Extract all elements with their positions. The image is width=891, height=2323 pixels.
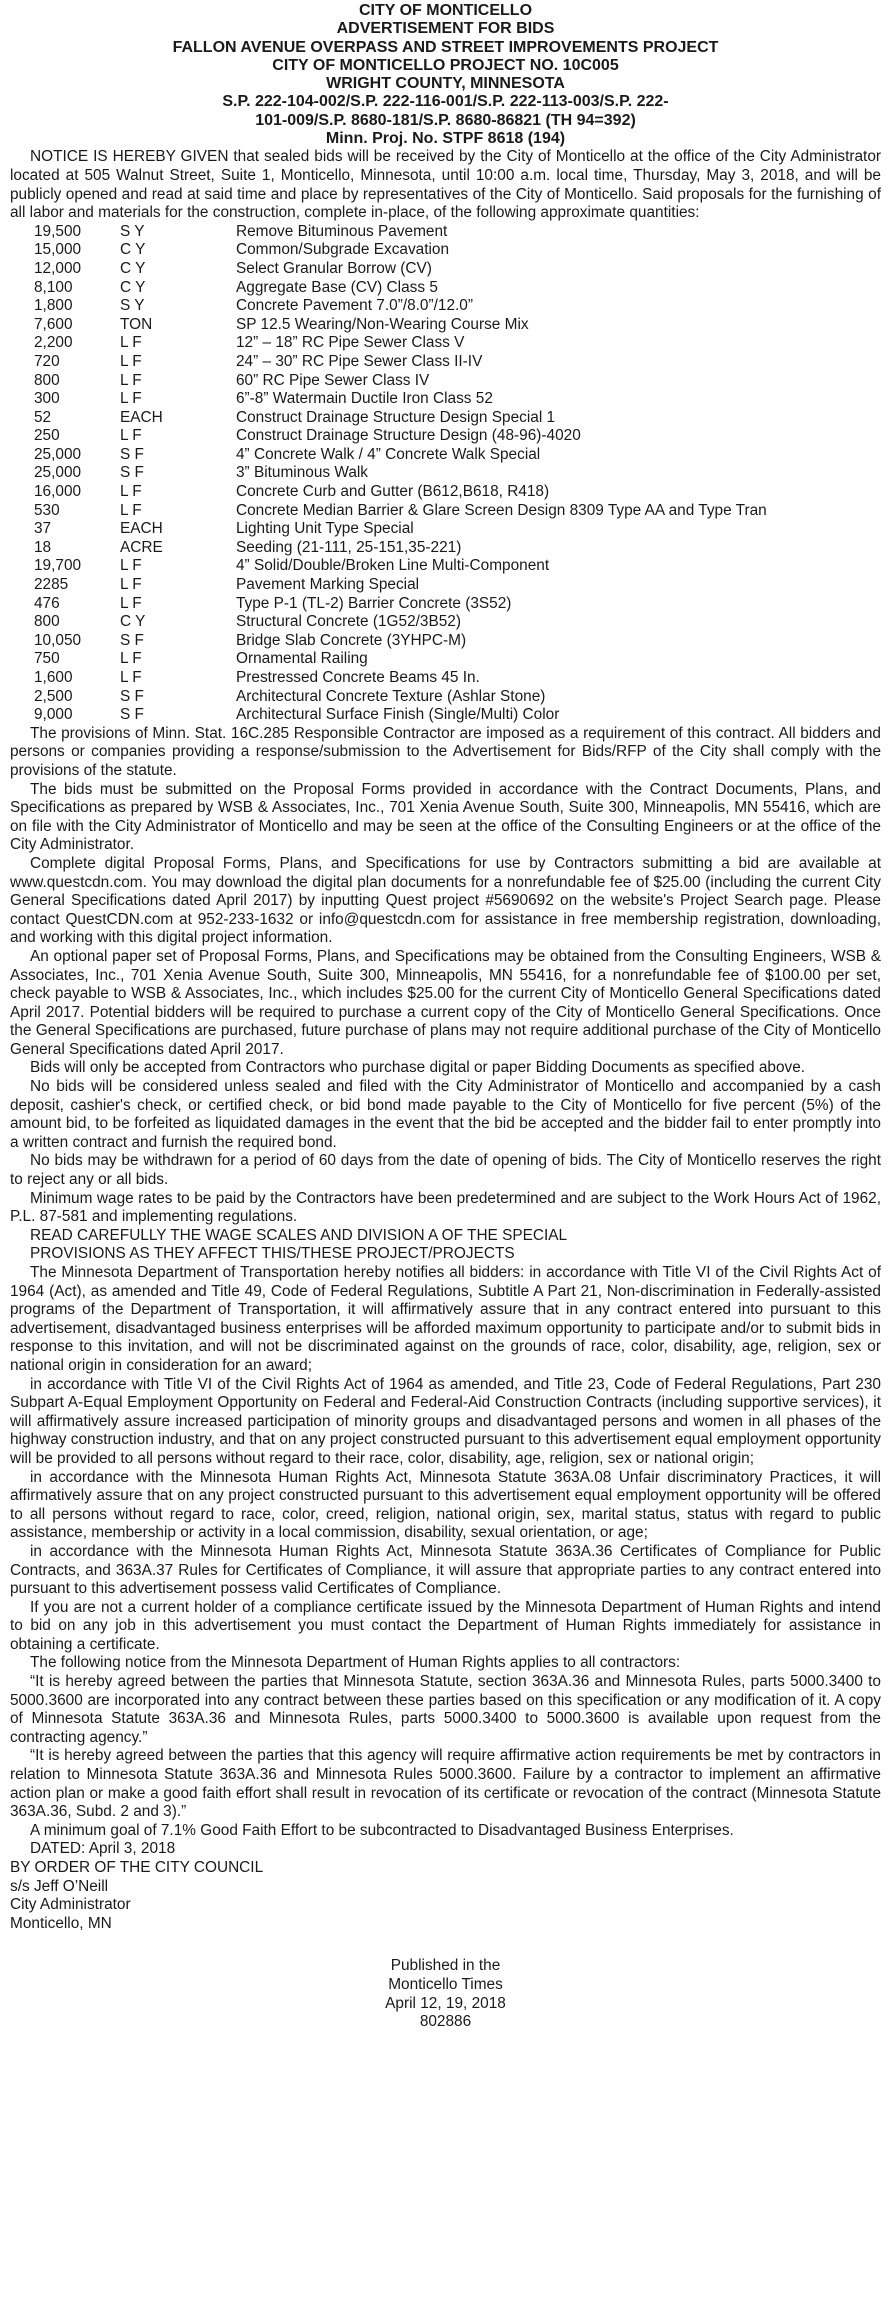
header-minn-proj: Minn. Proj. No. STPF 8618 (194)	[325, 130, 566, 148]
quantity-description: 4” Solid/Double/Broken Line Multi-Component	[236, 557, 550, 575]
quantity-value: 16,000	[34, 483, 82, 501]
quantity-description: Ornamental Railing	[236, 650, 368, 668]
signature-name: s/s Jeff O’Neill	[10, 1877, 109, 1895]
body-paragraph: “It is hereby agreed between the parties that Minnesota Statute, section 363A.36 and Minnesota Rules, parts 5000.3400 to 5000.3600 are incorporated into any contract between these parties based on this specification or any modification of it. A copy of Minnesota Statute 363A.36 and Minnesota Rules, parts 5000.3400 to 5000.3600 is available upon request from the contracting agency.”	[10, 1673, 881, 1746]
quantity-description: Prestressed Concrete Beams 45 In.	[236, 669, 480, 686]
quantity-description: Construct Drainage Structure Design (48-96)-4020	[236, 427, 581, 445]
quantity-unit: L F	[120, 334, 142, 352]
quantity-description: Aggregate Base (CV) Class 5	[236, 278, 438, 296]
quantity-description: Seeding (21-111, 25-151,35-221)	[236, 538, 462, 556]
quantity-unit: L F	[120, 594, 142, 612]
signature-place: Monticello, MN	[10, 1914, 112, 1932]
quantity-unit: EACH	[120, 408, 163, 426]
quantity-value: 300	[34, 390, 60, 408]
quantity-row	[10, 557, 767, 576]
quantity-description: Construct Drainage Structure Design Special 1	[236, 408, 556, 426]
quantity-unit: S Y	[120, 297, 145, 315]
quantity-unit: S F	[120, 464, 144, 482]
paragraphs-group-2	[10, 1264, 881, 1840]
body-paragraph: The Minnesota Department of Transportation hereby notifies all bidders: in accordance with Title VI of the Civil Rights Act of 1964 (Act), as amended and Title 49, Code of Federal Regulations, Subtitle A Part 21, Non-discrimination in Federally-assisted programs of the Department of Transportation, it will affirmatively assure that in any contract entered into pursuant to this advertisement, disadvantaged business enterprises will be afforded maximum opportunity to participate and/or to submit bids in response to this invitation, and will not be discriminated against on the grounds of race, color, disability, age, religion, sex or national origin in consideration for an award;	[10, 1264, 881, 1374]
quantity-unit: C Y	[120, 613, 146, 631]
quantity-value: 800	[34, 371, 60, 389]
footer-dates: April 12, 19, 2018	[385, 1994, 506, 2012]
footer-published: Published in the	[390, 1957, 501, 1975]
quantity-row	[10, 241, 767, 260]
signature-dated: DATED: April 3, 2018	[30, 1840, 176, 1858]
quantity-row	[10, 650, 767, 669]
quantity-row	[10, 279, 767, 298]
quantity-value: 9,000	[34, 706, 73, 724]
quantity-value: 25,000	[34, 445, 82, 463]
quantity-row	[10, 464, 767, 483]
quantity-row	[10, 539, 767, 558]
body-paragraph: No bids will be considered unless sealed and filed with the City Administrator of Monticello and accompanied by a cash deposit, cashier's check, or certified check, or bid bond made payable to the City of Monticello for five percent (5%) of the amount bid, to be forfeited as liquidated damages in the event that the bid be accepted and the bidder fail to enter promptly into a written contract and furnish the required bond.	[10, 1078, 881, 1151]
header-sp-numbers-2: 101-009/S.P. 8680-181/S.P. 8680-86821 (TH 94=392)	[255, 111, 636, 129]
quantity-description: Remove Bituminous Pavement	[236, 222, 448, 240]
quantity-description: Pavement Marking Special	[236, 576, 420, 594]
header-county: WRIGHT COUNTY, MINNESOTA	[326, 75, 565, 93]
quantities-table	[10, 223, 767, 725]
quantity-unit: C Y	[120, 241, 146, 259]
quantity-unit: L F	[120, 352, 142, 370]
publication-footer	[10, 1957, 881, 2031]
quantity-description: 12” – 18” RC Pipe Sewer Class V	[236, 334, 465, 352]
quantity-value: 720	[34, 352, 60, 370]
quantity-description: 4” Concrete Walk / 4” Concrete Walk Special	[236, 445, 541, 463]
quantity-row	[10, 260, 767, 279]
quantity-row	[10, 409, 767, 428]
quantity-description: Concrete Pavement 7.0”/8.0”/12.0”	[236, 297, 473, 315]
quantity-unit: S Y	[120, 222, 145, 240]
quantity-value: 2,500	[34, 687, 73, 705]
quantity-value: 52	[34, 408, 52, 426]
quantity-description: Concrete Curb and Gutter (B612,B618, R418)	[236, 483, 550, 501]
quantity-row	[10, 520, 767, 539]
body-paragraph: If you are not a current holder of a compliance certificate issued by the Minnesota Department of Human Rights and intend to bid on any job in this advertisement you must contact the Department of Human Rights immediately for assistance in obtaining a certificate.	[10, 1598, 881, 1653]
quantity-description: Common/Subgrade Excavation	[236, 241, 450, 259]
quantity-value: 12,000	[34, 259, 82, 277]
body-paragraph: An optional paper set of Proposal Forms, Plans, and Specifications may be obtained from the Consulting Engineers, WSB & Associates, Inc., 701 Xenia Avenue South, Suite 300, Minneapolis, MN 55416, for a nonrefundable fee of $100.00 per set, check payable to WSB & Associates, Inc., which includes $25.00 for the current City of Monticello General Specifications dated April 2017. Potential bidders will be required to purchase a current copy of the City of Monticello General Specifications. Once the General Specifications are purchased, future purchase of plans may not require additional purchase of the City of Monticello General Specifications dated April 2017.	[10, 947, 881, 1058]
quantity-description: Lighting Unit Type Special	[236, 520, 414, 538]
quantity-value: 530	[34, 501, 60, 519]
header-city: CITY OF MONTICELLO	[358, 2, 533, 19]
quantity-description: 24” – 30” RC Pipe Sewer Class II-IV	[236, 352, 483, 370]
caps-notice-line-2: PROVISIONS AS THEY AFFECT THIS/THESE PROJECT/PROJECTS	[30, 1245, 515, 1263]
quantity-value: 750	[34, 650, 60, 668]
quantity-row	[10, 223, 767, 242]
quantity-value: 2,200	[34, 334, 73, 352]
caps-notice-line-1: READ CAREFULLY THE WAGE SCALES AND DIVISION A OF THE SPECIAL	[30, 1226, 568, 1244]
body-paragraph: The following notice from the Minnesota Department of Human Rights applies to all contractors:	[30, 1654, 681, 1672]
quantity-row	[10, 446, 767, 465]
quantity-row	[10, 613, 767, 632]
quantity-value: 15,000	[34, 241, 82, 259]
quantity-row	[10, 316, 767, 335]
body-paragraph: Minimum wage rates to be paid by the Contractors have been predetermined and are subject to the Work Hours Act of 1962, P.L. 87-581 and implementing regulations.	[10, 1189, 881, 1226]
quantity-value: 476	[34, 594, 60, 612]
body-paragraph: in accordance with Title VI of the Civil Rights Act of 1964 as amended, and Title 23, Code of Federal Regulations, Part 230 Subpart A-Equal Employment Opportunity on Federal and Federal-Aid Construction Contracts (including supportive services), it will affirmatively assure increased participation of minority groups and disadvantaged persons and women in all phases of the highway construction industry, and that on any project constructed pursuant to this advertisement equal employment opportunity will be provided to all persons without regard to their race, color, disability, age, religion, sex or national origin;	[10, 1375, 881, 1467]
signature-order: BY ORDER OF THE CITY COUNCIL	[10, 1859, 264, 1876]
body-paragraph: Bids will only be accepted from Contractors who purchase digital or paper Bidding Documents as specified above.	[30, 1059, 806, 1077]
notice-header	[10, 2, 881, 148]
quantity-row	[10, 427, 767, 446]
intro-paragraph: NOTICE IS HEREBY GIVEN that sealed bids will be received by the City of Monticello at the office of the City Administrator located at 505 Walnut Street, Suite 1, Monticello, Minnesota, until 10:00 a.m. local time, Thursday, May 3, 2018, and will be publicly opened and read at said time and place by representatives of the City of Monticello. Said proposals for the furnishing of all labor and materials for the construction, complete in-place, of the following approximate quantities:	[10, 148, 881, 222]
header-project-number: CITY OF MONTICELLO PROJECT NO. 10C005	[272, 56, 619, 74]
quantity-description: Architectural Concrete Texture (Ashlar Stone)	[236, 687, 546, 705]
quantity-unit: S F	[120, 631, 144, 649]
quantity-value: 1,600	[34, 669, 73, 686]
quantity-row	[10, 502, 767, 521]
body-paragraph: A minimum goal of 7.1% Good Faith Effort to be subcontracted to Disadvantaged Business Enterprises.	[30, 1821, 734, 1839]
quantity-value: 10,050	[34, 631, 82, 649]
footer-newspaper: Monticello Times	[388, 1975, 503, 1993]
quantity-description: 6”-8” Watermain Ductile Iron Class 52	[236, 390, 493, 408]
quantity-description: Architectural Surface Finish (Single/Multi) Color	[236, 706, 560, 724]
quantity-description: Bridge Slab Concrete (3YHPC-M)	[236, 631, 467, 649]
quantity-description: 3” Bituminous Walk	[236, 464, 368, 482]
quantity-unit: L F	[120, 650, 142, 668]
quantity-value: 800	[34, 613, 60, 631]
quantity-row	[10, 483, 767, 502]
quantity-unit: S F	[120, 706, 144, 724]
body-paragraph: Complete digital Proposal Forms, Plans, and Specifications for use by Contractors submitting a bid are available at www.questcdn.com. You may download the digital plan documents for a nonrefundable fee of $25.00 (including the current City General Specifications dated April 2017) by inputting Quest project #5690692 on the website's Project Search page. Please contact QuestCDN.com at 952-233-1632 or info@questcdn.com for assistance in free membership registration, downloading, and working with this digital project information.	[10, 854, 881, 947]
quantity-value: 1,800	[34, 297, 73, 315]
quantity-row	[10, 372, 767, 391]
quantity-description: Concrete Median Barrier & Glare Screen Design 8309 Type AA and Type Tran	[236, 501, 767, 519]
quantity-unit: L F	[120, 557, 142, 575]
quantity-row	[10, 390, 767, 409]
quantity-description: Type P-1 (TL-2) Barrier Concrete (3S52)	[236, 594, 512, 612]
quantity-unit: EACH	[120, 520, 163, 538]
quantity-value: 19,500	[34, 222, 82, 240]
caps-notice	[10, 1227, 881, 1264]
quantity-unit: S F	[120, 445, 144, 463]
quantity-unit: L F	[120, 390, 142, 408]
quantity-row	[10, 297, 767, 316]
quantity-description: SP 12.5 Wearing/Non-Wearing Course Mix	[236, 315, 529, 333]
quantity-row	[10, 595, 767, 614]
quantity-unit: L F	[120, 501, 142, 519]
quantity-unit: TON	[120, 315, 153, 333]
quantity-value: 250	[34, 427, 60, 445]
body-paragraph: The bids must be submitted on the Proposal Forms provided in accordance with the Contract Documents, Plans, and Specifications as prepared by WSB & Associates, Inc., 701 Xenia Avenue South, Suite 300, Minneapolis, MN 55416, which are on file with the City Administrator of Monticello and may be seen at the office of the Consulting Engineers or at the office of the City Administrator.	[10, 780, 881, 854]
header-sp-numbers-1: S.P. 222-104-002/S.P. 222-116-001/S.P. 222-113-003/S.P. 222-	[222, 93, 669, 111]
body-paragraph: No bids may be withdrawn for a period of 60 days from the date of opening of bids. The City of Monticello reserves the right to reject any or all bids.	[10, 1152, 881, 1189]
quantity-description: Structural Concrete (1G52/3B52)	[236, 613, 461, 631]
quantity-description: 60” RC Pipe Sewer Class IV	[236, 371, 430, 389]
body-paragraph: The provisions of Minn. Stat. 16C.285 Responsible Contractor are imposed as a requirement of this contract. All bidders and persons or companies providing a response/submission to the Advertisement for Bids/RFP of the City shall comply with the provisions of the statute.	[10, 724, 881, 779]
quantity-value: 8,100	[34, 278, 73, 296]
header-advertisement: ADVERTISEMENT FOR BIDS	[336, 20, 555, 38]
quantity-unit: L F	[120, 669, 142, 686]
legal-notice	[10, 0, 881, 2032]
quantity-unit: L F	[120, 427, 142, 445]
signature-block	[10, 1840, 881, 1933]
body-paragraph: in accordance with the Minnesota Human Rights Act, Minnesota Statute 363A.08 Unfair discriminatory Practices, it will affirmatively assure that on any project constructed pursuant to this advertisement equal employment opportunity will be offered to all persons without regard to race, color, creed, religion, national origin, sex, marital status, status with regard to public assistance, membership or activity in a local commission, disability, sexual orientation, or age;	[10, 1468, 881, 1542]
quantity-row	[10, 334, 767, 353]
header-project-title: FALLON AVENUE OVERPASS AND STREET IMPROVEMENTS PROJECT	[172, 38, 719, 56]
quantity-value: 18	[34, 538, 52, 556]
quantity-unit: C Y	[120, 259, 146, 277]
quantity-unit: L F	[120, 483, 142, 501]
quantity-row	[10, 688, 767, 707]
quantity-value: 2285	[34, 576, 69, 594]
quantity-value: 7,600	[34, 315, 73, 333]
body-paragraph: “It is hereby agreed between the parties that this agency will require affirmative action requirements be met by contractors in relation to Minnesota Statute 363A.36 and Minnesota Rules 5000.3600. Failure by a contractor to implement an affirmative action plan or make a good faith effort shall result in revocation of its certificate or revocation of the contract (Minnesota Statute 363A.36, Subd. 2 and 3).”	[10, 1747, 881, 1821]
quantity-row	[10, 353, 767, 372]
quantity-unit: C Y	[120, 278, 146, 296]
paragraphs-group-1	[10, 725, 881, 1227]
quantity-value: 37	[34, 520, 52, 538]
quantity-unit: S F	[120, 687, 144, 705]
quantity-unit: L F	[120, 576, 142, 594]
quantity-row	[10, 576, 767, 595]
quantity-row	[10, 632, 767, 651]
quantity-description: Select Granular Borrow (CV)	[236, 259, 432, 277]
quantity-value: 25,000	[34, 464, 82, 482]
quantity-unit: ACRE	[120, 538, 163, 556]
quantity-value: 19,700	[34, 557, 82, 575]
body-paragraph: in accordance with the Minnesota Human Rights Act, Minnesota Statute 363A.36 Certificates of Compliance for Public Contracts, and 363A.37 Rules for Certificates of Compliance, it will assure that appropriate parties to any contract entered into pursuant to this advertisement possess valid Certificates of Compliance.	[10, 1542, 881, 1598]
quantity-row	[10, 669, 767, 688]
signature-title: City Administrator	[10, 1896, 131, 1914]
footer-id: 802886	[419, 2013, 472, 2031]
quantity-row	[10, 706, 767, 725]
quantity-unit: L F	[120, 371, 142, 389]
